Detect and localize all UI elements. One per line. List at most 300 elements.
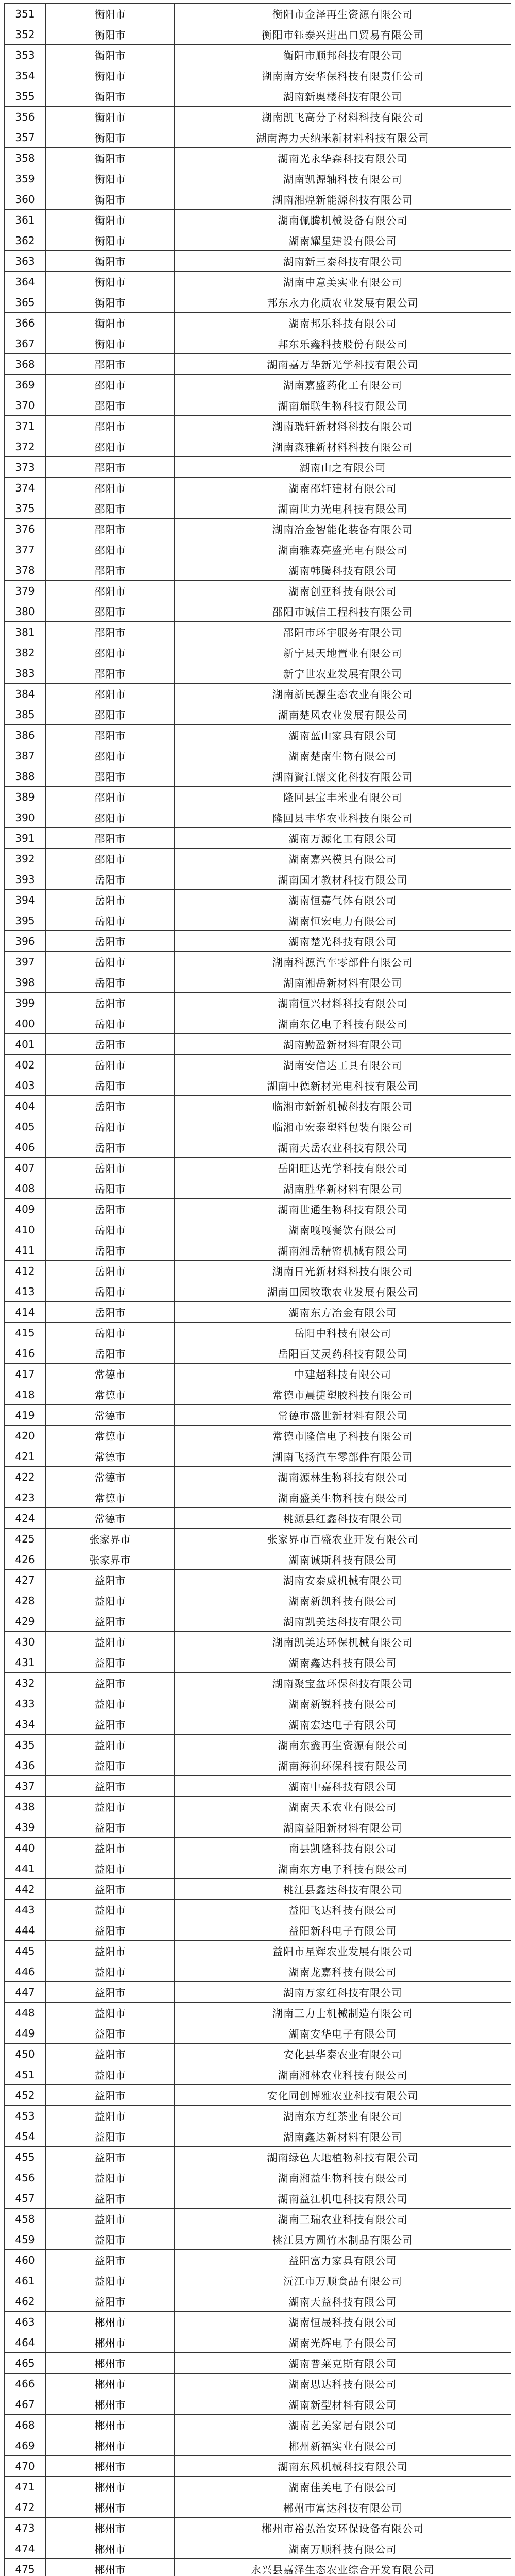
row-number-cell: 386 [5, 725, 46, 745]
city-cell: 郴州市 [46, 2374, 175, 2394]
row-number-cell: 468 [5, 2415, 46, 2435]
row-number-cell: 412 [5, 1261, 46, 1281]
city-cell: 岳阳市 [46, 1323, 175, 1343]
row-number-cell: 420 [5, 1426, 46, 1446]
row-number-cell: 368 [5, 354, 46, 374]
city-cell: 郴州市 [46, 2312, 175, 2332]
city-cell: 邵阳市 [46, 601, 175, 621]
city-cell: 岳阳市 [46, 1034, 175, 1054]
company-name-cell: 湖南瑞联生物科技有限公司 [175, 395, 511, 415]
row-number-cell: 400 [5, 1013, 46, 1033]
table-row [5, 1632, 511, 1652]
row-number-cell: 447 [5, 1982, 46, 2002]
table-row [5, 2044, 511, 2064]
city-cell: 益阳市 [46, 1611, 175, 1631]
row-number-cell: 383 [5, 663, 46, 683]
company-name-cell: 湖南新锐科技有限公司 [175, 1693, 511, 1714]
row-number-cell: 426 [5, 1549, 46, 1569]
row-number-cell: 457 [5, 2188, 46, 2208]
company-name-cell: 湖南嘎嘎餐饮有限公司 [175, 1219, 511, 1240]
city-cell: 郴州市 [46, 2353, 175, 2373]
table-row [5, 766, 511, 787]
table-row [5, 931, 511, 952]
company-name-cell: 湖南东鑫再生资源有限公司 [175, 1735, 511, 1755]
city-cell: 岳阳市 [46, 1302, 175, 1322]
company-name-cell: 湖南嘉盛药化工有限公司 [175, 375, 511, 395]
row-number-cell: 445 [5, 1941, 46, 1961]
company-name-cell: 湖南新型材料有限公司 [175, 2394, 511, 2414]
row-number-cell: 393 [5, 869, 46, 889]
row-number-cell: 405 [5, 1116, 46, 1137]
company-name-cell: 湖南中意美实业有限公司 [175, 272, 511, 292]
row-number-cell: 433 [5, 1693, 46, 1714]
company-name-cell: 湖南思达科技有限公司 [175, 2374, 511, 2394]
row-number-cell: 398 [5, 972, 46, 992]
city-cell: 岳阳市 [46, 1178, 175, 1198]
row-number-cell: 449 [5, 2023, 46, 2043]
city-cell: 岳阳市 [46, 1281, 175, 1301]
row-number-cell: 428 [5, 1590, 46, 1611]
city-cell: 邵阳市 [46, 457, 175, 477]
row-number-cell: 410 [5, 1219, 46, 1240]
row-number-cell: 362 [5, 230, 46, 250]
company-name-cell: 衡阳市钰泰兴进出口贸易有限公司 [175, 24, 511, 44]
city-cell: 邵阳市 [46, 395, 175, 415]
city-cell: 常德市 [46, 1426, 175, 1446]
row-number-cell: 446 [5, 1961, 46, 1981]
table-row [5, 642, 511, 663]
company-name-cell: 临湘市新新机械科技有限公司 [175, 1096, 511, 1116]
table-row [5, 807, 511, 828]
city-cell: 邵阳市 [46, 436, 175, 456]
table-row [5, 601, 511, 622]
table-row [5, 2085, 511, 2106]
city-cell: 郴州市 [46, 2518, 175, 2538]
city-cell: 常德市 [46, 1446, 175, 1466]
row-number-cell: 385 [5, 704, 46, 724]
company-name-cell: 常德市隆信电子科技有限公司 [175, 1426, 511, 1446]
city-cell: 邵阳市 [46, 663, 175, 683]
city-cell: 衡阳市 [46, 272, 175, 292]
row-number-cell: 382 [5, 642, 46, 663]
company-name-cell: 湖南龙嘉科技有限公司 [175, 1961, 511, 1981]
table-row [5, 2374, 511, 2394]
row-number-cell: 352 [5, 24, 46, 44]
company-name-cell: 湖南三瑞农业科技有限公司 [175, 2209, 511, 2229]
company-name-cell: 湖南海润环保科技有限公司 [175, 1755, 511, 1775]
row-number-cell: 356 [5, 107, 46, 127]
row-number-cell: 454 [5, 2126, 46, 2146]
company-name-cell: 隆回县丰华农业科技有限公司 [175, 807, 511, 827]
city-cell: 益阳市 [46, 1693, 175, 1714]
row-number-cell: 463 [5, 2312, 46, 2332]
table-row [5, 251, 511, 272]
table-row [5, 127, 511, 148]
company-name-cell: 郴州新福实业有限公司 [175, 2435, 511, 2455]
company-name-cell: 湖南光辉电子有限公司 [175, 2332, 511, 2352]
city-cell: 益阳市 [46, 2167, 175, 2188]
company-name-cell: 中建超科技有限公司 [175, 1364, 511, 1384]
city-cell: 衡阳市 [46, 333, 175, 353]
table-row [5, 519, 511, 539]
city-cell: 衡阳市 [46, 65, 175, 86]
city-cell: 邵阳市 [46, 375, 175, 395]
company-name-cell: 桃源县红鑫科技有限公司 [175, 1508, 511, 1528]
row-number-cell: 421 [5, 1446, 46, 1466]
city-cell: 邵阳市 [46, 498, 175, 518]
city-cell: 岳阳市 [46, 1116, 175, 1137]
city-cell: 衡阳市 [46, 210, 175, 230]
row-number-cell: 358 [5, 148, 46, 168]
row-number-cell: 376 [5, 519, 46, 539]
city-cell: 邵阳市 [46, 560, 175, 580]
company-name-cell: 湖南凯飞高分子材料科技有限公司 [175, 107, 511, 127]
row-number-cell: 431 [5, 1652, 46, 1672]
table-row [5, 2332, 511, 2353]
row-number-cell: 411 [5, 1240, 46, 1260]
table-row [5, 1879, 511, 1900]
table-row [5, 313, 511, 333]
table-row [5, 725, 511, 745]
row-number-cell: 396 [5, 931, 46, 951]
city-cell: 益阳市 [46, 1982, 175, 2002]
row-number-cell: 465 [5, 2353, 46, 2373]
table-row [5, 457, 511, 478]
row-number-cell: 375 [5, 498, 46, 518]
table-row [5, 1178, 511, 1199]
row-number-cell: 408 [5, 1178, 46, 1198]
row-number-cell: 438 [5, 1797, 46, 1817]
city-cell: 衡阳市 [46, 168, 175, 189]
row-number-cell: 439 [5, 1817, 46, 1837]
row-number-cell: 429 [5, 1611, 46, 1631]
company-name-cell: 湖南勤盈新材料有限公司 [175, 1034, 511, 1054]
row-number-cell: 378 [5, 560, 46, 580]
company-name-cell: 湖南蓝山家具有限公司 [175, 725, 511, 745]
row-number-cell: 372 [5, 436, 46, 456]
company-name-cell: 湖南安华电子有限公司 [175, 2023, 511, 2043]
table-row [5, 1858, 511, 1879]
company-name-cell: 湖南科源汽车零部件有限公司 [175, 952, 511, 972]
city-cell: 岳阳市 [46, 1075, 175, 1095]
city-cell: 岳阳市 [46, 1158, 175, 1178]
company-name-cell: 湖南新民源生态农业有限公司 [175, 684, 511, 704]
table-row [5, 1920, 511, 1941]
table-row [5, 395, 511, 416]
row-number-cell: 472 [5, 2497, 46, 2517]
row-number-cell: 370 [5, 395, 46, 415]
city-cell: 常德市 [46, 1384, 175, 1404]
table-row [5, 1961, 511, 1982]
table-row [5, 1467, 511, 1487]
row-number-cell: 423 [5, 1487, 46, 1507]
table-row [5, 1549, 511, 1570]
table-row [5, 1982, 511, 2003]
company-name-cell: 湖南恒晟科技有限公司 [175, 2312, 511, 2332]
company-name-cell: 桃江县方圆竹木制品有限公司 [175, 2229, 511, 2249]
table-row [5, 622, 511, 642]
row-number-cell: 430 [5, 1632, 46, 1652]
company-name-cell: 湖南光永华森科技有限公司 [175, 148, 511, 168]
table-row [5, 1508, 511, 1529]
table-row [5, 1075, 511, 1096]
row-number-cell: 355 [5, 86, 46, 106]
table-row [5, 1405, 511, 1426]
city-cell: 益阳市 [46, 2106, 175, 2126]
row-number-cell: 360 [5, 189, 46, 209]
city-cell: 益阳市 [46, 1838, 175, 1858]
city-cell: 郴州市 [46, 2394, 175, 2414]
row-number-cell: 392 [5, 849, 46, 869]
company-name-cell: 邦东乐鑫科技股份有限公司 [175, 333, 511, 353]
table-row [5, 1652, 511, 1673]
table-row [5, 375, 511, 395]
company-name-cell: 湖南东风机械科技有限公司 [175, 2456, 511, 2476]
table-row [5, 1158, 511, 1178]
company-name-cell: 湖南耀星建设有限公司 [175, 230, 511, 250]
city-cell: 邵阳市 [46, 478, 175, 498]
row-number-cell: 413 [5, 1281, 46, 1301]
city-cell: 常德市 [46, 1467, 175, 1487]
table-row [5, 2394, 511, 2415]
row-number-cell: 461 [5, 2270, 46, 2291]
row-number-cell: 466 [5, 2374, 46, 2394]
company-list-table [4, 3, 511, 2576]
company-name-cell: 湖南湘煌新能源科技有限公司 [175, 189, 511, 209]
company-name-cell: 邦东永力化质农业发展有限公司 [175, 292, 511, 312]
city-cell: 岳阳市 [46, 1096, 175, 1116]
company-name-cell: 张家界市百盛农业开发有限公司 [175, 1529, 511, 1549]
company-name-cell: 湖南邦乐科技有限公司 [175, 313, 511, 333]
table-row [5, 168, 511, 189]
row-number-cell: 377 [5, 539, 46, 560]
company-name-cell: 湖南东方红茶业有限公司 [175, 2106, 511, 2126]
city-cell: 衡阳市 [46, 230, 175, 250]
table-row [5, 704, 511, 725]
row-number-cell: 424 [5, 1508, 46, 1528]
city-cell: 益阳市 [46, 1941, 175, 1961]
table-row [5, 1797, 511, 1817]
row-number-cell: 452 [5, 2085, 46, 2105]
city-cell: 衡阳市 [46, 45, 175, 65]
table-row [5, 1137, 511, 1158]
table-row [5, 1590, 511, 1611]
company-name-cell: 常德市盛世新材料有限公司 [175, 1405, 511, 1425]
row-number-cell: 475 [5, 2559, 46, 2576]
company-name-cell: 湖南普莱克斯有限公司 [175, 2353, 511, 2373]
table-row [5, 478, 511, 498]
table-row [5, 1487, 511, 1508]
table-row [5, 1529, 511, 1549]
row-number-cell: 406 [5, 1137, 46, 1157]
company-name-cell: 邵阳市诚信工程科技有限公司 [175, 601, 511, 621]
row-number-cell: 389 [5, 787, 46, 807]
company-name-cell: 湖南中德新材光电科技有限公司 [175, 1075, 511, 1095]
city-cell: 常德市 [46, 1487, 175, 1507]
company-name-cell: 湖南田园牧歌农业发展有限公司 [175, 1281, 511, 1301]
row-number-cell: 464 [5, 2332, 46, 2352]
company-name-cell: 永兴县嘉泽生态农业综合开发有限公司 [175, 2559, 511, 2576]
company-name-cell: 湖南山之有限公司 [175, 457, 511, 477]
row-number-cell: 409 [5, 1199, 46, 1219]
table-row [5, 1364, 511, 1384]
city-cell: 郴州市 [46, 2415, 175, 2435]
row-number-cell: 363 [5, 251, 46, 271]
table-row [5, 1323, 511, 1343]
city-cell: 邵阳市 [46, 539, 175, 560]
row-number-cell: 395 [5, 910, 46, 930]
table-row [5, 910, 511, 931]
company-name-cell: 郴州市富达科技有限公司 [175, 2497, 511, 2517]
city-cell: 邵阳市 [46, 581, 175, 601]
table-row [5, 1096, 511, 1116]
company-name-cell: 湖南益阳新材料有限公司 [175, 1817, 511, 1837]
table-row [5, 2250, 511, 2270]
company-name-cell: 安化县华泰农业有限公司 [175, 2044, 511, 2064]
city-cell: 益阳市 [46, 2085, 175, 2105]
company-name-cell: 湖南安泰威机械有限公司 [175, 1570, 511, 1590]
table-row [5, 65, 511, 86]
city-cell: 邵阳市 [46, 642, 175, 663]
city-cell: 衡阳市 [46, 4, 175, 24]
table-row [5, 745, 511, 766]
table-row [5, 1281, 511, 1302]
row-number-cell: 369 [5, 375, 46, 395]
company-name-cell: 湖南万源化工有限公司 [175, 828, 511, 848]
row-number-cell: 425 [5, 1529, 46, 1549]
city-cell: 益阳市 [46, 2270, 175, 2291]
company-name-cell: 湖南佳美电子有限公司 [175, 2477, 511, 2497]
table-row [5, 1055, 511, 1075]
row-number-cell: 427 [5, 1570, 46, 1590]
city-cell: 益阳市 [46, 2023, 175, 2043]
row-number-cell: 401 [5, 1034, 46, 1054]
table-row [5, 1735, 511, 1755]
table-row [5, 45, 511, 65]
company-name-cell: 湖南飞扬汽车零部件有限公司 [175, 1446, 511, 1466]
company-name-cell: 湖南新奥楼科技有限公司 [175, 86, 511, 106]
city-cell: 郴州市 [46, 2332, 175, 2352]
company-name-cell: 桃江县鑫达科技有限公司 [175, 1879, 511, 1899]
row-number-cell: 459 [5, 2229, 46, 2249]
city-cell: 衡阳市 [46, 107, 175, 127]
table-row [5, 952, 511, 972]
city-cell: 衡阳市 [46, 251, 175, 271]
table-row [5, 684, 511, 704]
city-cell: 益阳市 [46, 1673, 175, 1693]
company-name-cell: 湖南凯源轴科技有限公司 [175, 168, 511, 189]
row-number-cell: 458 [5, 2209, 46, 2229]
city-cell: 益阳市 [46, 1755, 175, 1775]
company-name-cell: 湖南瑞轩新材料科技有限公司 [175, 416, 511, 436]
row-number-cell: 435 [5, 1735, 46, 1755]
company-name-cell: 湖南艺美家居有限公司 [175, 2415, 511, 2435]
city-cell: 益阳市 [46, 1590, 175, 1611]
company-name-cell: 湖南天禾农业有限公司 [175, 1797, 511, 1817]
table-row [5, 2167, 511, 2188]
city-cell: 益阳市 [46, 1961, 175, 1981]
row-number-cell: 437 [5, 1776, 46, 1796]
city-cell: 益阳市 [46, 1817, 175, 1837]
table-row [5, 148, 511, 168]
table-row [5, 2023, 511, 2044]
row-number-cell: 443 [5, 1900, 46, 1920]
company-name-cell: 湖南创亚科技有限公司 [175, 581, 511, 601]
row-number-cell: 388 [5, 766, 46, 786]
company-name-cell: 湖南世通生物科技有限公司 [175, 1199, 511, 1219]
city-cell: 岳阳市 [46, 1261, 175, 1281]
row-number-cell: 381 [5, 622, 46, 642]
row-number-cell: 367 [5, 333, 46, 353]
table-row [5, 230, 511, 251]
company-name-cell: 湖南恒兴材料科技有限公司 [175, 993, 511, 1013]
row-number-cell: 440 [5, 1838, 46, 1858]
table-row [5, 1013, 511, 1034]
company-name-cell: 安化同创博雅农业科技有限公司 [175, 2085, 511, 2105]
company-name-cell: 湖南嘉兴模具有限公司 [175, 849, 511, 869]
table-row [5, 86, 511, 107]
table-row [5, 1219, 511, 1240]
company-name-cell: 衡阳市金泽再生资源有限公司 [175, 4, 511, 24]
company-name-cell: 湖南日光新材料科技有限公司 [175, 1261, 511, 1281]
company-name-cell: 新宁世农业发展有限公司 [175, 663, 511, 683]
table-row [5, 498, 511, 519]
city-cell: 邵阳市 [46, 807, 175, 827]
company-name-cell: 益阳市星辉农业发展有限公司 [175, 1941, 511, 1961]
table-row [5, 869, 511, 890]
company-name-cell: 湖南凯美达科技有限公司 [175, 1611, 511, 1631]
row-number-cell: 399 [5, 993, 46, 1013]
row-number-cell: 374 [5, 478, 46, 498]
row-number-cell: 417 [5, 1364, 46, 1384]
company-name-cell: 湖南湘益生物科技有限公司 [175, 2167, 511, 2188]
row-number-cell: 391 [5, 828, 46, 848]
table-row [5, 1714, 511, 1735]
row-number-cell: 394 [5, 890, 46, 910]
row-number-cell: 351 [5, 4, 46, 24]
city-cell: 衡阳市 [46, 148, 175, 168]
company-name-cell: 邵阳市环宇服务有限公司 [175, 622, 511, 642]
row-number-cell: 387 [5, 745, 46, 766]
company-name-cell: 湖南胜华新材料有限公司 [175, 1178, 511, 1198]
row-number-cell: 354 [5, 65, 46, 86]
table-row [5, 2435, 511, 2456]
city-cell: 邵阳市 [46, 704, 175, 724]
row-number-cell: 371 [5, 416, 46, 436]
company-name-cell: 湖南新三泰科技有限公司 [175, 251, 511, 271]
city-cell: 益阳市 [46, 1776, 175, 1796]
city-cell: 邵阳市 [46, 725, 175, 745]
city-cell: 岳阳市 [46, 931, 175, 951]
table-row [5, 1343, 511, 1364]
city-cell: 岳阳市 [46, 993, 175, 1013]
city-cell: 邵阳市 [46, 787, 175, 807]
table-row [5, 2559, 511, 2576]
table-row [5, 1302, 511, 1323]
company-name-cell: 湖南楚南生物有限公司 [175, 745, 511, 766]
row-number-cell: 390 [5, 807, 46, 827]
city-cell: 益阳市 [46, 2126, 175, 2146]
row-number-cell: 380 [5, 601, 46, 621]
company-name-cell: 湖南鑫达新材料有限公司 [175, 2126, 511, 2146]
company-name-cell: 衡阳市顺邦科技有限公司 [175, 45, 511, 65]
company-name-cell: 沅江市万顺食品有限公司 [175, 2270, 511, 2291]
city-cell: 岳阳市 [46, 972, 175, 992]
city-cell: 郴州市 [46, 2435, 175, 2455]
city-cell: 郴州市 [46, 2477, 175, 2497]
table-row [5, 2106, 511, 2126]
company-name-cell: 岳阳百艾灵药科技有限公司 [175, 1343, 511, 1363]
